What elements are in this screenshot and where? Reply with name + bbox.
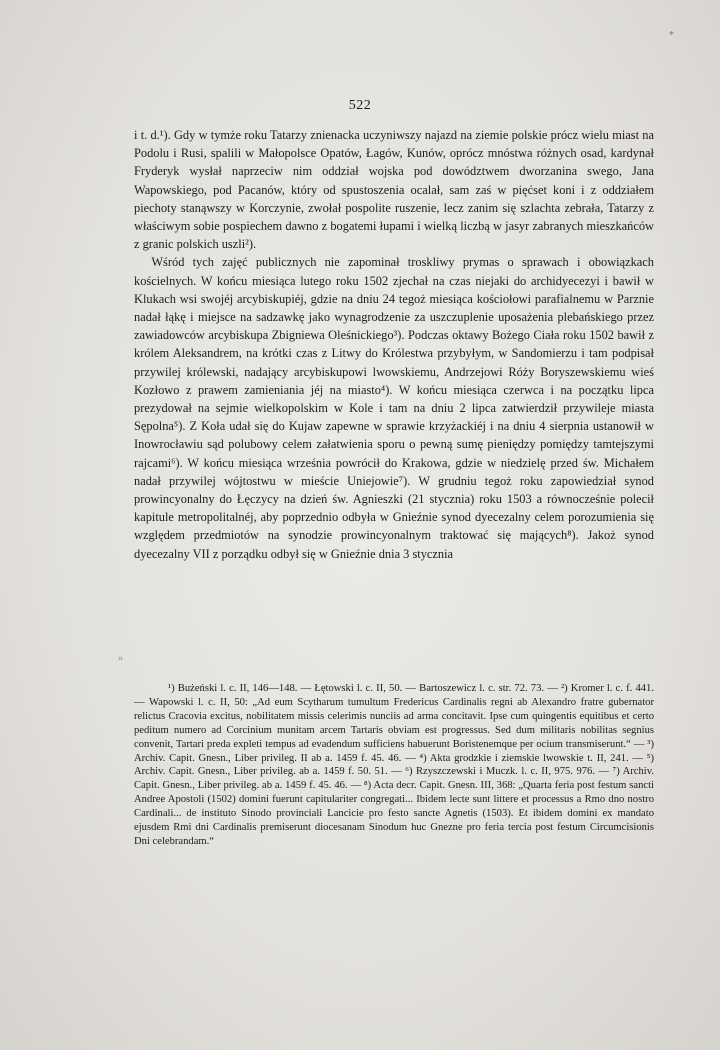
footnotes <box>134 682 654 849</box>
page-number: 522 <box>348 98 372 113</box>
margin-mark: » <box>118 653 123 664</box>
paragraph: i t. d.¹). Gdy w tymże roku Tatarzy znienacka uczyniwszy najazd na ziemie polskie prócz wielu miast na Podolu i Rusi, spalili w Małopolsce Opatów, Łagów, Kunów, oprócz mnóstwa różnych osad, kardynał Fryderyk wysłał naprzeciw nim oddział wojska pod dowództwem dworzanina swego, Jana Wapowskiego, pod Pacanów, który od spustoszenia ocalał, sam zaś w pięćset koni i z oddziałem piechoty stanąwszy w Korczynie, zwołał pospolite ruszenie, lecz zanim się szlachta zebrała, Tatarzy z właściwym sobie pospiechem dawno z bogatemi łupami i wielką liczbą w jasyr zabranych mieszkańców z granic polskich uszli²). <box>134 128 654 252</box>
paragraph: Wśród tych zajęć publicznych nie zapominał troskliwy prymas o sprawach i obowiązkach kościelnych. W końcu miesiąca lutego roku 1502 zjechał na czas niejaki do archidyecezyi i bawił w Klukach wsi swojéj arcybiskupiéj, gdzie na dniu 24 tegoż miesiąca kościołowi parafialnemu w Parznie nadał łąkę i miejsce na sadzawkę jako wynagrodzenie za uszczuplenie uposażenia plebańskiego przez zawiadowców arcybiskupa Zbigniewa Oleśnickiego³). Podczas oktawy Bożego Ciała roku 1502 bawił z królem Aleksandrem, na krótki czas z Litwy do Królestwa przybyłym, w Sandomierzu i tam podpisał przywilej królewski, nadający arcybiskupowi lwowskiemu, Andrzejowi Róży Boryszewskiemu wieś Kozłowo z prawem zamieniania jéj na miasto⁴). W końcu miesiąca czerwca i na początku lipca prezydował na sejmie wielkopolskim w Kole i tam na dniu 2 lipca zatwierdził przywileje miasta Sępolna⁵). Z Koła udał się do Kujaw zapewne w sprawie krzyżackiéj i na dniu 4 sierpnia ustanowił w Inowrocławiu sąd polubowy celem załatwienia sporu o pewną sumę pieniędzy pomiędzy tamtejszymi rajcami⁶). W końcu miesiąca września powrócił do Krakowa, gdzie w niedzielę przed św. Michałem nadał przywilej wójtostwu w mieście Uniejowie⁷). W grudniu tegoż roku zapowiedział synod prowincyonalny do Łęczycy na dzień św. Agnieszki (21 stycznia) roku 1503 a równocześnie polecił kapitule metropolitalnéj, aby poprzednio odbyła w Gnieźnie synod dyecezalny celem porozumienia się względem przedmiotów na synodzie prowincyonalnym traktować się mających⁸). Jakoż synod dyecezalny VII z porządku odbył się w Gnieźnie dnia 3 stycznia <box>134 255 654 561</box>
main-text <box>134 126 654 563</box>
footnote-text: ¹) Bużeński l. c. II, 146—148. — Łętowski l. c. II, 50. — Bartoszewicz l. c. str. 72. 73. — ²) Kromer l. c. f. 441. — Wapowski l. c. II, 50: „Ad eum Scytharum tumultum Fredericus Cardinalis regni ab Alexandro fratre gubernator relictus Cracovia excitus, nobilitatem missis celerimis nunciis ad arma concitavit. Ipse cum quingentis equitibus et certo peditum numero ad Corcinium munitam arcem Tartaris obviam est progressus. Sed dum militaris nobilitas segnius convenit, Tartari preda expleti tempus ad evadendum sufficiens habuerunt Boristenemque per ocium transmiserunt.“ — ³) Archiv. Capit. Gnesn., Liber privileg. II ab a. 1459 f. 45. 46. — ⁴) Akta grodzkie i ziemskie lwowskie t. II, 241. — ⁵) Archiv. Capit. Gnesn., Liber privileg. ab a. 1459 f. 50. 51. — ⁶) Rzyszczewski i Muczk. l. c. II, 975. 976. — ⁷) Archiv. Capit. Gnesn., Liber privileg. ab a. 1459 f. 45. 46. — ⁸) Acta decr. Capit. Gnesn. III, 368: „Quarta feria post festum sancti Andree Apostoli (1502) domini fuerunt capitulariter congregati... Ibidem lecte sunt littere et processus a Rmo dno nostro Cardinali... de instituto Sinodo provinciali Lancicie pro festo sancte Agnetis (1503). Et ibidem domini ex mandato ejusdem Rmi dni Cardinalis premiserunt diocesanam Sinodum huc Gnezne pro feria tercia post festum Circumcisionis Dni celebrandam.“ <box>134 683 654 847</box>
corner-mark: * <box>669 30 674 41</box>
